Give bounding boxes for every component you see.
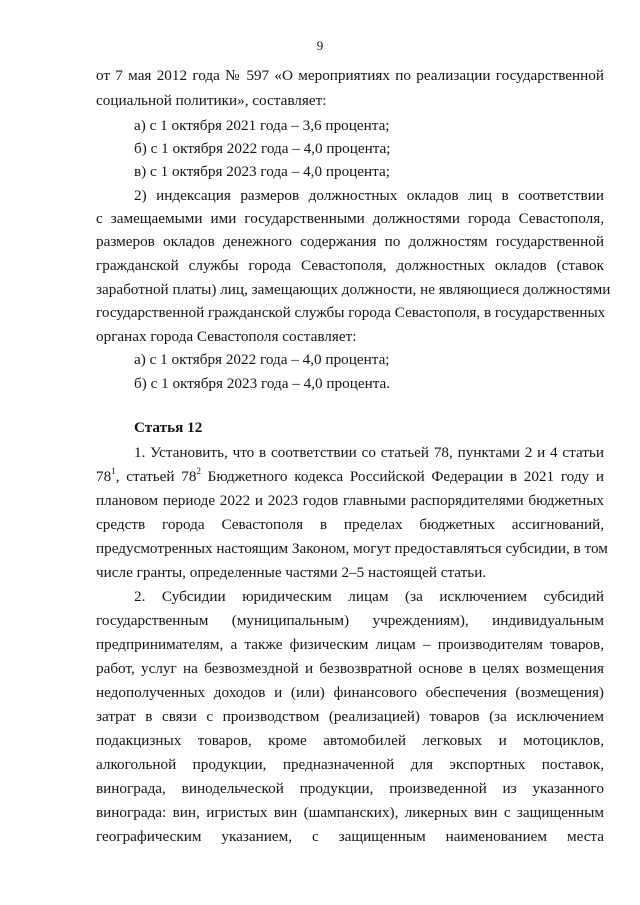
text-line: затрат в связи с производством (реализацией) товаров (за исключением <box>96 708 604 725</box>
text-line: заработной платы) лиц, замещающих должности, не являющиеся должностями <box>96 281 611 298</box>
text-fragment: Бюджетного кодекса Российской Федерации в 2021 году и <box>200 468 604 485</box>
text-line: средств города Севастополя в пределах бюджетных ассигнований, <box>96 516 604 533</box>
text-line: предусмотренных настоящим Законом, могут предоставляться субсидии, в том <box>96 540 608 557</box>
text-line: органах города Севастополя составляет: <box>96 328 357 345</box>
text-line: подакцизных товаров, кроме автомобилей легковых и мотоциклов, <box>96 732 604 749</box>
list-item: б) с 1 октября 2022 года – 4,0 процента; <box>134 140 391 157</box>
superscript: 2 <box>196 465 201 476</box>
text-line: гражданской службы города Севастополя, должностных окладов (ставок <box>96 257 604 274</box>
text-line: государственной гражданской службы города Севастополя, в государственных <box>96 304 606 321</box>
text-line: предпринимателям, а также физическим лицам – производителям товаров, <box>96 636 604 653</box>
text-line: социальной политики», составляет: <box>96 92 327 109</box>
list-item: б) с 1 октября 2023 года – 4,0 процента. <box>134 375 391 392</box>
text-line: размеров окладов денежного содержания по должностям государственной <box>96 233 604 250</box>
text-line: 2. Субсидии юридическим лицам (за исключением субсидий <box>134 588 604 605</box>
text-fragment: , статьей 78 <box>115 468 197 485</box>
text-line: числе гранты, определенные частями 2–5 настоящей статьи. <box>96 564 487 581</box>
page-number: 9 <box>316 38 324 53</box>
list-item: в) с 1 октября 2023 года – 4,0 процента; <box>134 163 390 180</box>
article-heading: Статья 12 <box>134 419 203 436</box>
text-line: алкогольной продукции, предназначенной для экспортных поставок, <box>96 756 604 773</box>
text-line: 2) индексация размеров должностных окладов лиц в соответствии <box>134 187 604 204</box>
list-item: а) с 1 октября 2021 года – 3,6 процента; <box>134 117 390 134</box>
superscript: 1 <box>111 465 116 476</box>
text-line: географическим указанием, с защищенным наименованием места <box>96 828 604 845</box>
list-item: а) с 1 октября 2022 года – 4,0 процента; <box>134 351 390 368</box>
text-line: от 7 мая 2012 года № 597 «О мероприятиях по реализации государственной <box>96 67 604 84</box>
text-line: плановом периоде 2022 и 2023 годов главными распорядителями бюджетных <box>96 492 604 509</box>
text-line: винограда: вин, игристых вин (шампанских), ликерных вин с защищенным <box>96 804 604 821</box>
text-line: недополученных доходов и (или) финансового обеспечения (возмещения) <box>96 684 604 701</box>
text-line: 1. Установить, что в соответствии со статьей 78, пунктами 2 и 4 статьи <box>134 444 604 461</box>
text-fragment: 78 <box>96 468 112 485</box>
text-line: винограда, винодельческой продукции, произведенной из указанного <box>96 780 604 797</box>
text-line: работ, услуг на безвозмездной и безвозвратной основе в целях возмещения <box>96 660 604 677</box>
text-line <box>96 467 604 487</box>
text-line: государственным (муниципальным) учреждениям), индивидуальным <box>96 612 604 629</box>
text-line: с замещаемыми ими государственными должностями города Севастополя, <box>96 210 604 227</box>
